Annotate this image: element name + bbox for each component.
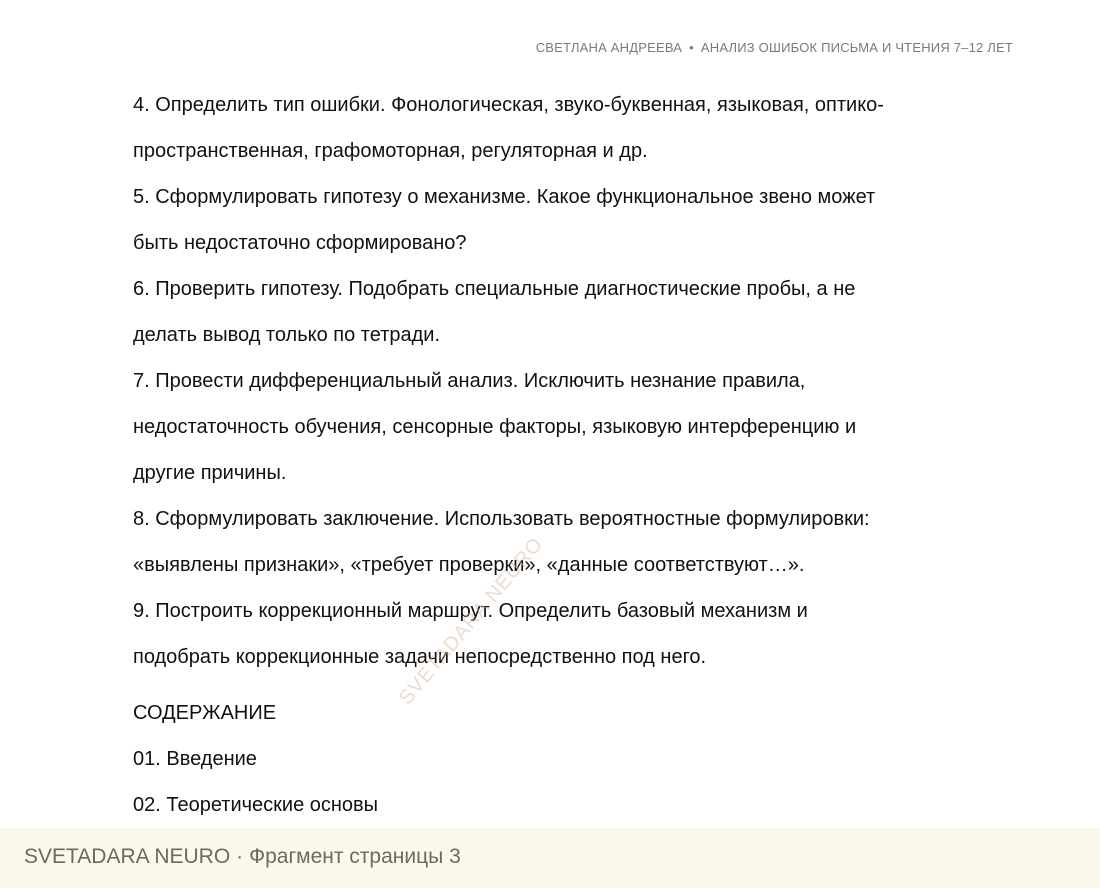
header-title: АНАЛИЗ ОШИБОК ПИСЬМА И ЧТЕНИЯ 7–12 ЛЕТ — [700, 40, 1013, 55]
footer-brand: SVETADARA NEURO — [24, 845, 231, 868]
body-line: 5. Сформулировать гипотезу о механизме. Какое функциональное звено может — [133, 186, 876, 208]
footer-page-label: Фрагмент страницы 3 — [249, 845, 461, 868]
body-line: 8. Сформулировать заключение. Использовать вероятностные формулировки: — [133, 508, 870, 530]
body-line: недостаточность обучения, сенсорные факторы, языковую интерференцию и — [133, 416, 857, 438]
body-line: 9. Построить коррекционный маршрут. Определить базовый механизм и — [133, 600, 808, 622]
header-separator: • — [689, 40, 694, 55]
body-line: 4. Определить тип ошибки. Фонологическая, звуко-буквенная, языковая, оптико- — [133, 94, 884, 116]
body-line: «выявлены признаки», «требует проверки», «данные соответствуют…». — [133, 554, 805, 576]
body-line: подобрать коррекционные задачи непосредственно под него. — [133, 646, 707, 668]
header-author: СВЕТЛАНА АНДРЕЕВА — [535, 40, 683, 55]
running-header — [536, 40, 1013, 55]
toc-item-introduction[interactable]: 01. Введение — [133, 748, 257, 770]
footer-text — [24, 845, 461, 869]
body-line: 6. Проверить гипотезу. Подобрать специальные диагностические пробы, а не — [133, 278, 856, 300]
footer-dot: · — [236, 845, 244, 868]
body-line: другие причины. — [133, 462, 287, 484]
toc-heading: СОДЕРЖАНИЕ — [133, 702, 277, 724]
footer-bar — [0, 828, 1100, 888]
watermark: SVETADARA NEURO — [395, 533, 548, 710]
body-line: быть недостаточно сформировано? — [133, 232, 467, 254]
toc-item-theory[interactable]: 02. Теоретические основы — [133, 794, 379, 816]
body-line: делать вывод только по тетради. — [133, 324, 441, 346]
body-line: 7. Провести дифференциальный анализ. Исключить незнание правила, — [133, 370, 806, 392]
body-line: пространственная, графомоторная, регуляторная и др. — [133, 140, 648, 162]
page-content — [133, 82, 973, 828]
